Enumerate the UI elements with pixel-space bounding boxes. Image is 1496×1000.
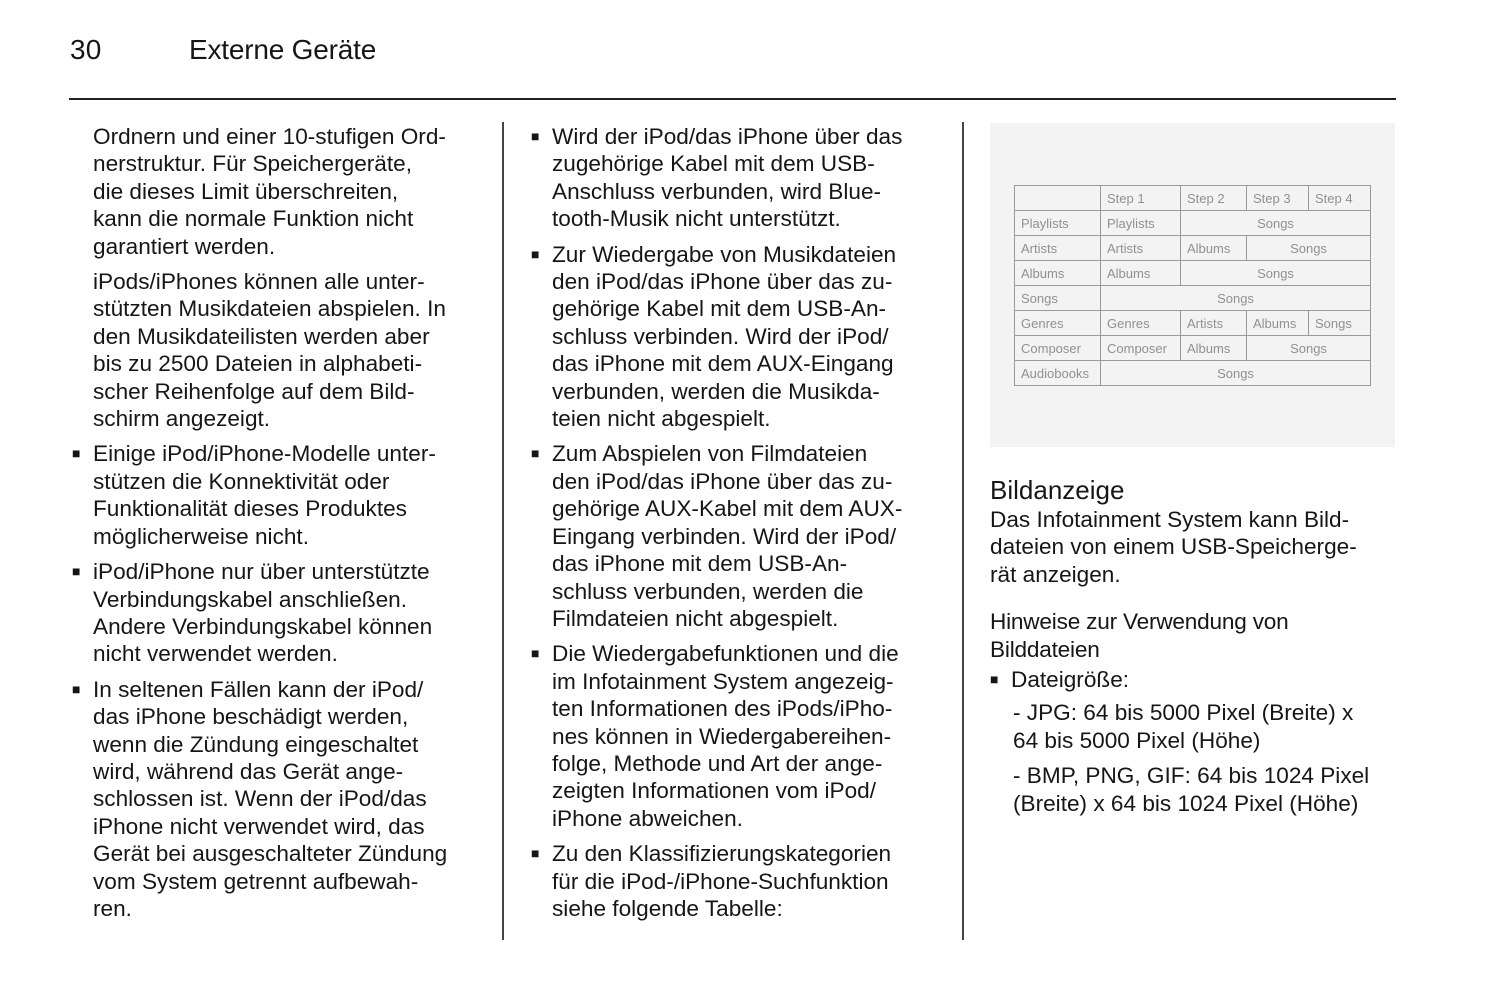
text-line: möglicherweise nicht. <box>93 523 309 549</box>
text-line: Wird der iPod/das iPhone über das <box>552 124 903 149</box>
text-line: iPod/iPhone nur über unterstützte <box>93 559 430 585</box>
table-row <box>1015 361 1371 386</box>
table-cell: Songs <box>1309 311 1371 336</box>
text-line: vom System getrennt aufbewah- <box>93 868 419 894</box>
square-bullet-icon: ■ <box>531 445 540 462</box>
table-cell: Albums <box>1247 311 1309 336</box>
table-cell: Songs <box>1015 286 1101 311</box>
bullet-item <box>531 440 946 632</box>
bullet-item <box>72 440 487 550</box>
text-line: iPhone nicht verwendet wird, das <box>93 813 425 839</box>
text-line: ren. <box>93 895 132 921</box>
text-line: - JPG: 64 bis 5000 Pixel (Breite) x <box>1013 700 1354 726</box>
text-line: bis zu 2500 Dateien in alphabeti- <box>93 351 423 377</box>
text-line: - BMP, PNG, GIF: 64 bis 1024 Pixel <box>1013 763 1370 789</box>
table-cell <box>1015 186 1101 211</box>
table-cell: Albums <box>1181 236 1247 261</box>
table-header-cell: Step 1 <box>1101 186 1181 211</box>
square-bullet-icon: ■ <box>531 645 540 662</box>
text-line: nicht verwendet werden. <box>93 641 338 667</box>
text-line: schirm angezeigt. <box>93 406 271 432</box>
text-line: Hinweise zur Verwendung von <box>990 609 1289 635</box>
square-bullet-icon: ■ <box>72 680 81 697</box>
text-line: stützen die Konnektivität oder <box>93 468 390 494</box>
table-cell: Composer <box>1101 336 1181 361</box>
text-line: Filmdateien nicht abgespielt. <box>552 605 839 631</box>
text-line: Das Infotainment System kann Bild- <box>990 507 1350 532</box>
text-line: wird, während das Gerät ange- <box>93 758 404 784</box>
text-line: Die Wiedergabefunktionen und die <box>552 641 899 667</box>
text-line: iPods/iPhones können alle unter- <box>93 269 425 295</box>
table-cell: Artists <box>1181 311 1247 336</box>
table-header-cell: Step 3 <box>1247 186 1309 211</box>
table-row <box>1015 311 1371 336</box>
text-line: das iPhone mit dem USB-An- <box>552 551 848 577</box>
square-bullet-icon: ■ <box>531 245 540 262</box>
table-cell: Songs <box>1181 211 1371 236</box>
text-line: schlossen ist. Wenn der iPod/das <box>93 786 427 812</box>
table-cell: Playlists <box>1101 211 1181 236</box>
bullet-item <box>531 840 946 922</box>
subsection-heading <box>990 608 1400 663</box>
table-header-cell: Step 2 <box>1181 186 1247 211</box>
text-line: tooth-Musik nicht unterstützt. <box>552 206 841 232</box>
text-line: das iPhone beschädigt werden, <box>93 704 409 730</box>
table-header-cell: Step 4 <box>1309 186 1371 211</box>
bullet-item <box>531 241 946 433</box>
text-line: wenn die Zündung eingeschaltet <box>93 731 419 757</box>
column-2 <box>531 123 946 930</box>
text-line: Einige iPod/iPhone-Modelle unter- <box>93 441 436 467</box>
table-cell: Genres <box>1101 311 1181 336</box>
table-row <box>1015 236 1371 261</box>
text-line: In seltenen Fällen kann der iPod/ <box>93 676 424 702</box>
text-line: das iPhone mit dem AUX-Eingang <box>552 351 894 377</box>
header-rule <box>69 98 1396 100</box>
section-intro <box>990 506 1400 588</box>
bullet-item <box>531 640 946 832</box>
text-line: Gerät bei ausgeschalteter Zündung <box>93 841 448 867</box>
table-cell: Albums <box>1101 261 1181 286</box>
text-line: gehörige Kabel mit dem USB-An- <box>552 296 887 322</box>
text-line: zeigten Informationen vom iPod/ <box>552 778 877 804</box>
column-divider-2 <box>962 122 964 940</box>
square-bullet-icon: ■ <box>72 563 81 580</box>
table-cell: Songs <box>1101 286 1371 311</box>
text-line: Dateigröße: <box>1011 667 1130 693</box>
text-line: den Musikdateilisten werden aber <box>93 323 430 349</box>
bullet-item <box>72 558 487 668</box>
text-line: Verbindungskabel anschließen. <box>93 586 408 612</box>
table-row <box>1015 286 1371 311</box>
text-line: gehörige AUX-Kabel mit dem AUX- <box>552 496 903 522</box>
list-item <box>990 699 1400 754</box>
text-line: nes können in Wiedergabereihen- <box>552 723 892 749</box>
text-line: verbunden, werden die Musikda- <box>552 378 880 404</box>
table-cell: Artists <box>1015 236 1101 261</box>
text-line: die dieses Limit überschreiten, <box>93 178 399 204</box>
table-header-row <box>1015 186 1371 211</box>
text-line: dateien von einem USB-Speicherge- <box>990 534 1357 560</box>
table-row <box>1015 261 1371 286</box>
table-cell: Songs <box>1101 361 1371 386</box>
paragraph-folder-structure <box>72 123 487 260</box>
square-bullet-icon: ■ <box>72 445 81 462</box>
text-line: zugehörige Kabel mit dem USB- <box>552 151 875 177</box>
table-cell: Songs <box>1247 236 1371 261</box>
text-line: iPhone abweichen. <box>552 805 743 831</box>
text-line: für die iPod-/iPhone-Suchfunktion <box>552 868 889 894</box>
column-3 <box>990 475 1400 825</box>
text-line: siehe folgende Tabelle: <box>552 895 783 921</box>
section-heading: Bildanzeige <box>990 475 1125 505</box>
bullet-item <box>72 676 487 923</box>
column-1 <box>72 123 487 930</box>
table-cell: Songs <box>1247 336 1371 361</box>
text-line: Zum Abspielen von Filmdateien <box>552 441 868 467</box>
ipod-category-table <box>1014 185 1371 386</box>
paragraph-ipod-music <box>72 268 487 432</box>
table-cell: Audiobooks <box>1015 361 1101 386</box>
page-number: 30 <box>70 34 102 65</box>
square-bullet-icon: ■ <box>531 128 540 144</box>
table-cell: Playlists <box>1015 211 1101 236</box>
text-line: Bilddateien <box>990 636 1100 662</box>
table-row <box>1015 336 1371 361</box>
table-cell: Composer <box>1015 336 1101 361</box>
list-item <box>990 762 1400 817</box>
text-line: ten Informationen des iPods/iPho- <box>552 696 893 722</box>
text-line: schluss verbunden, werden die <box>552 578 864 604</box>
page-header-title: Externe Geräte <box>189 34 377 65</box>
table-cell: Artists <box>1101 236 1181 261</box>
table-cell: Albums <box>1015 261 1101 286</box>
text-line: garantiert werden. <box>93 233 276 259</box>
text-line: schluss verbinden. Wird der iPod/ <box>552 323 889 349</box>
text-line: den iPod/das iPhone über das zu- <box>552 468 893 494</box>
text-line: Andere Verbindungskabel können <box>93 613 433 639</box>
text-line: Zur Wiedergabe von Musikdateien <box>552 241 897 267</box>
text-line: Anschluss verbunden, wird Blue- <box>552 178 882 204</box>
bullet-item <box>990 666 1400 693</box>
text-line: nerstruktur. Für Speichergeräte, <box>93 151 412 177</box>
column-divider-1 <box>502 122 504 940</box>
table-row <box>1015 211 1371 236</box>
bullet-item <box>531 123 946 233</box>
text-line: Ordnern und einer 10-stufigen Ord- <box>93 124 446 149</box>
text-line: scher Reihenfolge auf dem Bild- <box>93 378 415 404</box>
text-line: Zu den Klassifizierungskategorien <box>552 841 892 867</box>
text-line: stützten Musikdateien abspielen. In <box>93 296 446 322</box>
text-line: (Breite) x 64 bis 1024 Pixel (Höhe) <box>1013 790 1359 816</box>
text-line: teien nicht abgespielt. <box>552 406 771 432</box>
text-line: folge, Methode und Art der ange- <box>552 750 883 776</box>
square-bullet-icon: ■ <box>531 845 540 862</box>
text-line: den iPod/das iPhone über das zu- <box>552 269 893 295</box>
text-line: kann die normale Funktion nicht <box>93 206 414 232</box>
text-line: 64 bis 5000 Pixel (Höhe) <box>1013 727 1261 753</box>
text-line: rät anzeigen. <box>990 561 1121 587</box>
table-cell: Genres <box>1015 311 1101 336</box>
text-line: Funktionalität dieses Produktes <box>93 496 407 522</box>
table-cell: Songs <box>1181 261 1371 286</box>
text-line: im Infotainment System angezeig- <box>552 668 894 694</box>
table-cell: Albums <box>1181 336 1247 361</box>
ipod-category-figure <box>990 123 1395 447</box>
text-line: Eingang verbinden. Wird der iPod/ <box>552 523 897 549</box>
square-bullet-icon: ■ <box>990 671 999 688</box>
